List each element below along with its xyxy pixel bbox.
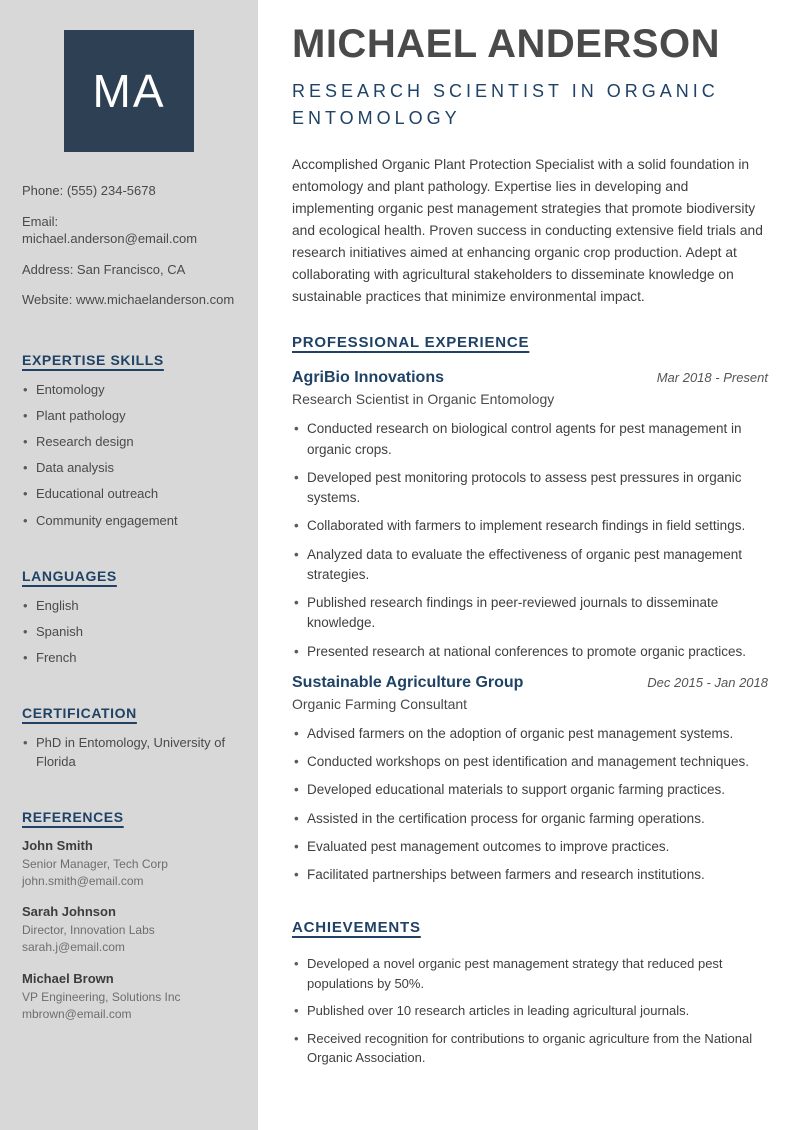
references-heading: REFERENCES — [22, 808, 124, 825]
reference-email: john.smith@email.com — [22, 873, 144, 888]
reference-name: Michael Brown — [22, 970, 114, 986]
monogram-badge — [64, 30, 194, 152]
experience-bullet: • Presented research at national conferences to promote organic practices. — [292, 642, 768, 662]
company-name: AgriBio Innovations — [292, 369, 444, 387]
sidebar — [0, 0, 258, 1130]
experience-bullet: • Published research findings in peer-reviewed journals to disseminate knowledge. — [292, 593, 768, 634]
reference-name: Sarah Johnson — [22, 904, 116, 920]
language-item: • Spanish — [22, 623, 236, 641]
experience-bullet: • Collaborated with farmers to implement research findings in field settings. — [292, 516, 768, 536]
monogram-initials: MA — [92, 65, 166, 117]
candidate-name: MICHAEL ANDERSON — [292, 22, 721, 66]
certification-item: • PhD in Entomology, University of Florida — [22, 734, 236, 770]
experience-heading: PROFESSIONAL EXPERIENCE — [292, 334, 530, 352]
reference-title: Senior Manager, Tech Corp — [22, 856, 168, 871]
achievement-item: • Received recognition for contributions to organic agriculture from the National Organic Association. — [292, 1029, 768, 1068]
job-bullet-list — [292, 724, 768, 886]
skills-heading: EXPERTISE SKILLS — [22, 351, 164, 368]
experience-bullet: • Conducted workshops on pest identification and management techniques. — [292, 752, 768, 772]
experience-bullet: • Facilitated partnerships between farmers and research institutions. — [292, 865, 768, 885]
candidate-title: RESEARCH SCIENTIST IN ORGANIC ENTOMOLOGY — [292, 81, 719, 128]
reference-entry — [22, 971, 236, 1023]
skill-item: • Research design — [22, 433, 236, 451]
summary-paragraph: Accomplished Organic Plant Protection Specialist with a solid foundation in entomology and plant pathology. Expertise lies in developing and implementing organic pest management strategies that promote biodiversity and ecological health. Proven success in conducting extensive field trials and research initiatives aimed at enhancing organic crop production. Adept at collaborating with agricultural stakeholders to disseminate knowledge on sustainable practices that minimize environmental impact. — [292, 157, 763, 305]
languages-list — [22, 597, 236, 668]
achievement-item: • Developed a novel organic pest management strategy that reduced pest populations by 50%. — [292, 954, 768, 993]
experience-job-1 — [292, 369, 768, 662]
job-dates: Dec 2015 - Jan 2018 — [647, 674, 768, 690]
reference-email: sarah.j@email.com — [22, 940, 125, 955]
reference-entry — [22, 904, 236, 956]
experience-bullet: • Conducted research on biological control agents for pest management in organic crops. — [292, 419, 768, 460]
certification-heading: CERTIFICATION — [22, 705, 137, 722]
achievement-item: • Published over 10 research articles in leading agricultural journals. — [292, 1001, 768, 1021]
reference-title: Director, Innovation Labs — [22, 923, 155, 938]
job-dates: Mar 2018 - Present — [656, 370, 768, 386]
language-item: • English — [22, 597, 236, 615]
reference-email: mbrown@email.com — [22, 1006, 132, 1021]
company-name: Sustainable Agriculture Group — [292, 673, 524, 691]
contact-website: Website: www.michaelanderson.com — [22, 292, 235, 308]
main-content — [258, 0, 800, 1130]
skills-list — [22, 381, 236, 530]
job-role: Research Scientist in Organic Entomology — [292, 391, 555, 408]
certification-list — [22, 734, 236, 770]
skill-item: • Community engagement — [22, 512, 236, 530]
contact-address: Address: San Francisco, CA — [22, 261, 186, 277]
skill-item: • Educational outreach — [22, 485, 236, 503]
experience-bullet: • Advised farmers on the adoption of organic pest management systems. — [292, 724, 768, 744]
contact-email: Email: michael.anderson@email.com — [22, 213, 198, 247]
reference-name: John Smith — [22, 837, 93, 853]
job-bullet-list — [292, 419, 768, 662]
languages-heading: LANGUAGES — [22, 567, 117, 584]
language-item: • French — [22, 649, 236, 667]
achievements-list — [292, 954, 768, 1068]
skill-item: • Plant pathology — [22, 407, 236, 425]
achievements-heading: ACHIEVEMENTS — [292, 919, 421, 937]
experience-job-2 — [292, 674, 768, 886]
experience-bullet: • Evaluated pest management outcomes to improve practices. — [292, 837, 768, 857]
skill-item: • Data analysis — [22, 459, 236, 477]
experience-bullet: • Assisted in the certification process for organic farming operations. — [292, 809, 768, 829]
reference-title: VP Engineering, Solutions Inc — [22, 989, 181, 1004]
experience-bullet: • Developed educational materials to support organic farming practices. — [292, 780, 768, 800]
references-list — [22, 838, 236, 1023]
reference-entry — [22, 838, 236, 890]
experience-bullet: • Analyzed data to evaluate the effectiveness of organic pest management strategies. — [292, 545, 768, 586]
job-role: Organic Farming Consultant — [292, 695, 468, 712]
experience-bullet: • Developed pest monitoring protocols to assess pest pressures in organic systems. — [292, 468, 768, 509]
skill-item: • Entomology — [22, 381, 236, 399]
contact-phone: Phone: (555) 234-5678 — [22, 183, 156, 198]
